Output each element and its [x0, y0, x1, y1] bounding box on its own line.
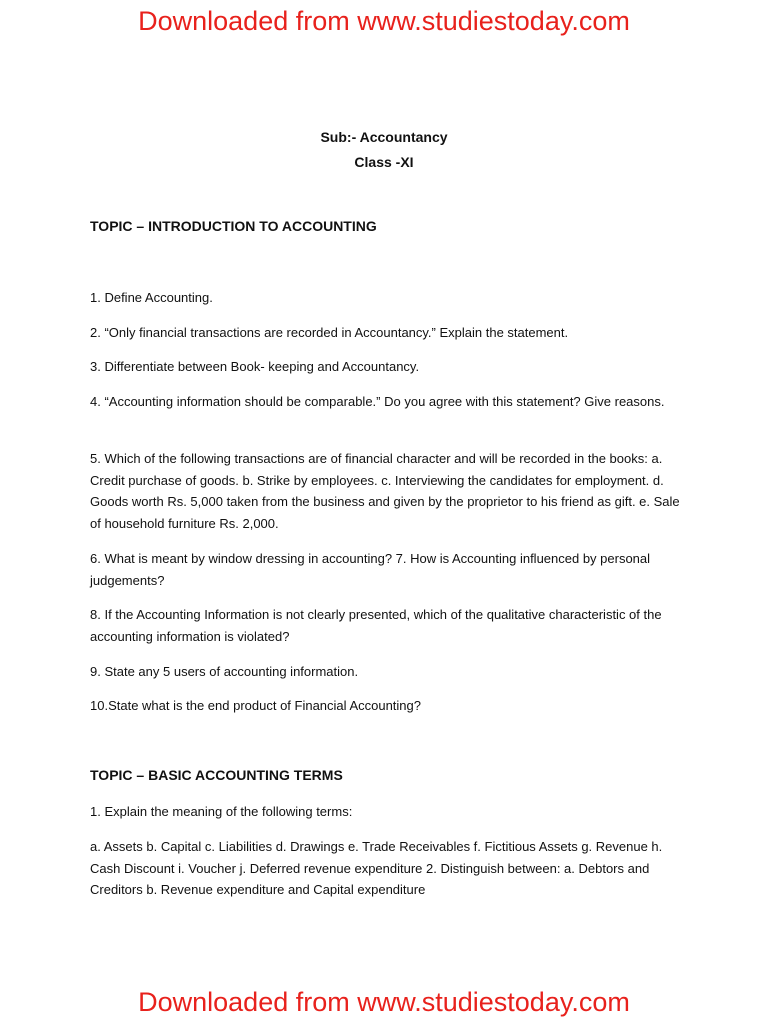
question-1-1: 1. Define Accounting. — [90, 290, 213, 305]
class-title: Class -XI — [354, 154, 414, 170]
topic-heading-introduction: TOPIC – INTRODUCTION TO ACCOUNTING — [90, 218, 377, 234]
question-1-2: 2. “Only financial transactions are recorded in Accountancy.” Explain the statement. — [90, 325, 569, 340]
topic-heading-basic-terms: TOPIC – BASIC ACCOUNTING TERMS — [90, 767, 343, 783]
question-1-5: 5. Which of the following transactions are of financial character and will be recorded in the books: a. Credit purchase of goods. b. Strike by employees. c. Interviewing the candidates for employment. d. Goods worth Rs. 5,000 taken from the business and given by the proprietor to his friend as gift. e. Sale of household furniture Rs. 2,000. — [90, 451, 680, 531]
question-1-10: 10.State what is the end product of Financial Accounting? — [90, 698, 421, 713]
question-1-6: 6. What is meant by window dressing in accounting? 7. How is Accounting influenced by personal judgements? — [90, 551, 651, 588]
question-1-3: 3. Differentiate between Book- keeping and Accountancy. — [90, 359, 420, 374]
question-1-9: 9. State any 5 users of accounting information. — [90, 664, 359, 679]
question-2-1: 1. Explain the meaning of the following terms: — [90, 804, 353, 819]
question-1-8: 8. If the Accounting Information is not clearly presented, which of the qualitative characteristic of the accounting information is violated? — [90, 607, 662, 644]
subject-title: Sub:- Accountancy — [320, 129, 448, 145]
question-1-4: 4. “Accounting information should be comparable.” Do you agree with this statement? Give reasons. — [90, 394, 665, 409]
question-2-terms: a. Assets b. Capital c. Liabilities d. Drawings e. Trade Receivables f. Fictitious Assets g. Revenue h. Cash Discount i. Voucher j. Deferred revenue expenditure 2. Distinguish between: a. Debtors and Creditors b. Revenue expenditure and Capital expenditure — [90, 839, 663, 897]
watermark-banner-bottom[interactable]: Downloaded from www.studiestoday.com — [138, 987, 630, 1017]
watermark-banner-top[interactable]: Downloaded from www.studiestoday.com — [138, 6, 630, 36]
